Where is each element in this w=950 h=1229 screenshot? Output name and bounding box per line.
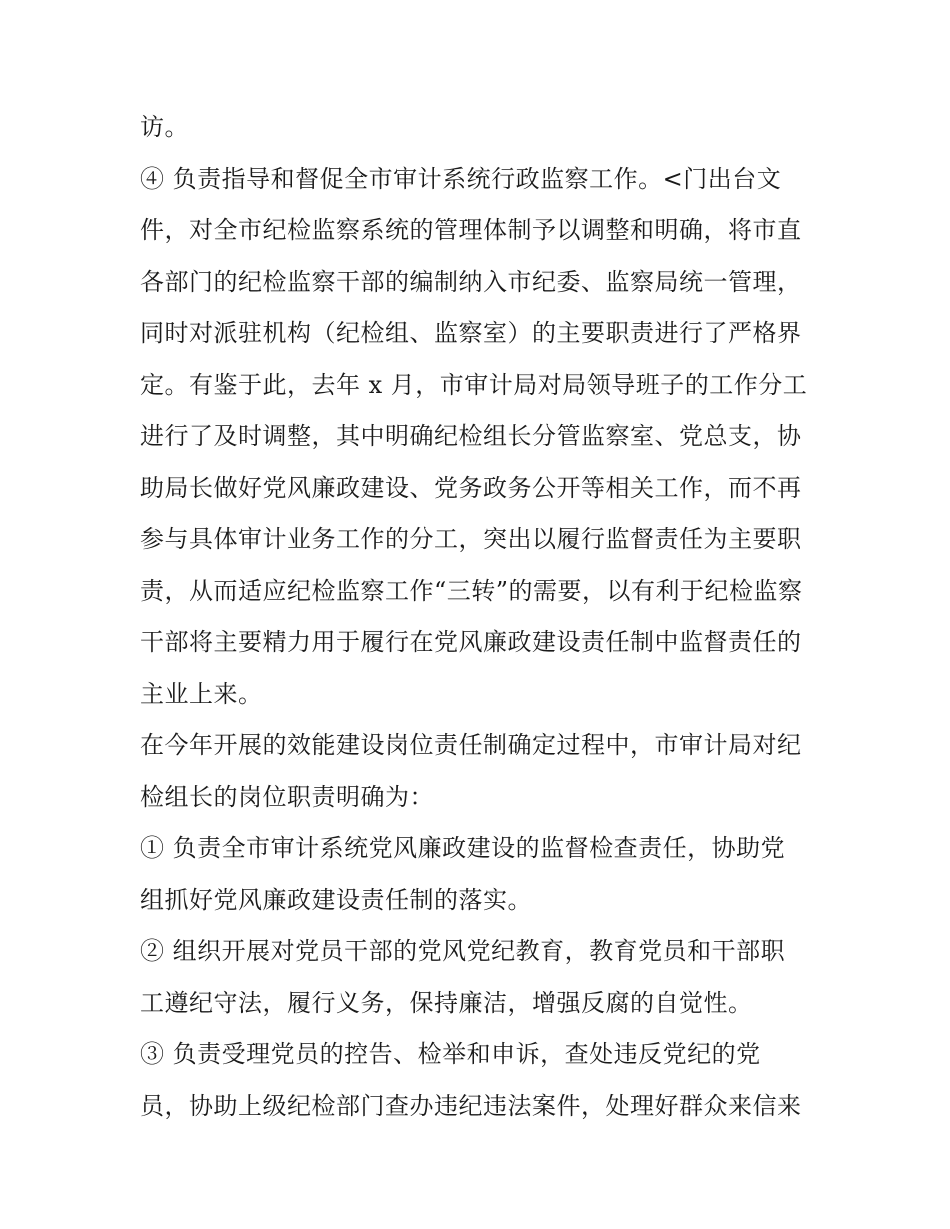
text-line: ① 负责全市审计系统党风廉政建设的监督检查责任，协助党 xyxy=(140,834,786,862)
text-line: 助局长做好党风廉政建设、党务政务公开等相关工作，而不再 xyxy=(140,474,802,502)
text-line: 件，对全市纪检监察系统的管理体制予以调整和明确，将市直 xyxy=(140,216,802,244)
text-line: 参与具体审计业务工作的分工，突出以履行监督责任为主要职 xyxy=(140,525,802,553)
text-line: 干部将主要精力用于履行在党风廉政建设责任制中监督责任的 xyxy=(140,628,802,656)
text-line: 工遵纪守法，履行义务，保持廉洁，增强反腐的自觉性。 xyxy=(140,989,753,1017)
text-line: 组抓好党风廉政建设责任制的落实。 xyxy=(140,886,532,914)
text-line: 各部门的纪检监察干部的编制纳入市纪委、监察局统一管理， xyxy=(140,268,802,296)
text-line: 员，协助上级纪检部门查办违纪违法案件，处理好群众来信来 xyxy=(140,1092,802,1120)
text-line: 在今年开展的效能建设岗位责任制确定过程中，市审计局对纪 xyxy=(140,731,802,759)
text-line: 主业上来。 xyxy=(140,680,263,708)
text-line: 定。有鉴于此，去年 x 月，市审计局对局领导班子的工作分工 xyxy=(140,371,808,399)
text-line: 进行了及时调整，其中明确纪检组长分管监察室、党总支，协 xyxy=(140,422,802,450)
text-line: ③ 负责受理党员的控告、检举和申诉，查处违反党纪的党 xyxy=(140,1040,761,1068)
text-line: 责，从而适应纪检监察工作“三转”的需要，以有利于纪检监察 xyxy=(140,577,803,605)
text-line: 访。 xyxy=(140,113,189,141)
text-line: ② 组织开展对党员干部的党风党纪教育，教育党员和干部职 xyxy=(140,937,786,965)
text-line: 检组长的岗位职责明确为： xyxy=(140,783,434,811)
text-line: ④ 负责指导和督促全市审计系统行政监察工作。<门出台文 xyxy=(140,165,782,193)
text-line: 同时对派驻机构（纪检组、监察室）的主要职责进行了严格界 xyxy=(140,319,802,347)
